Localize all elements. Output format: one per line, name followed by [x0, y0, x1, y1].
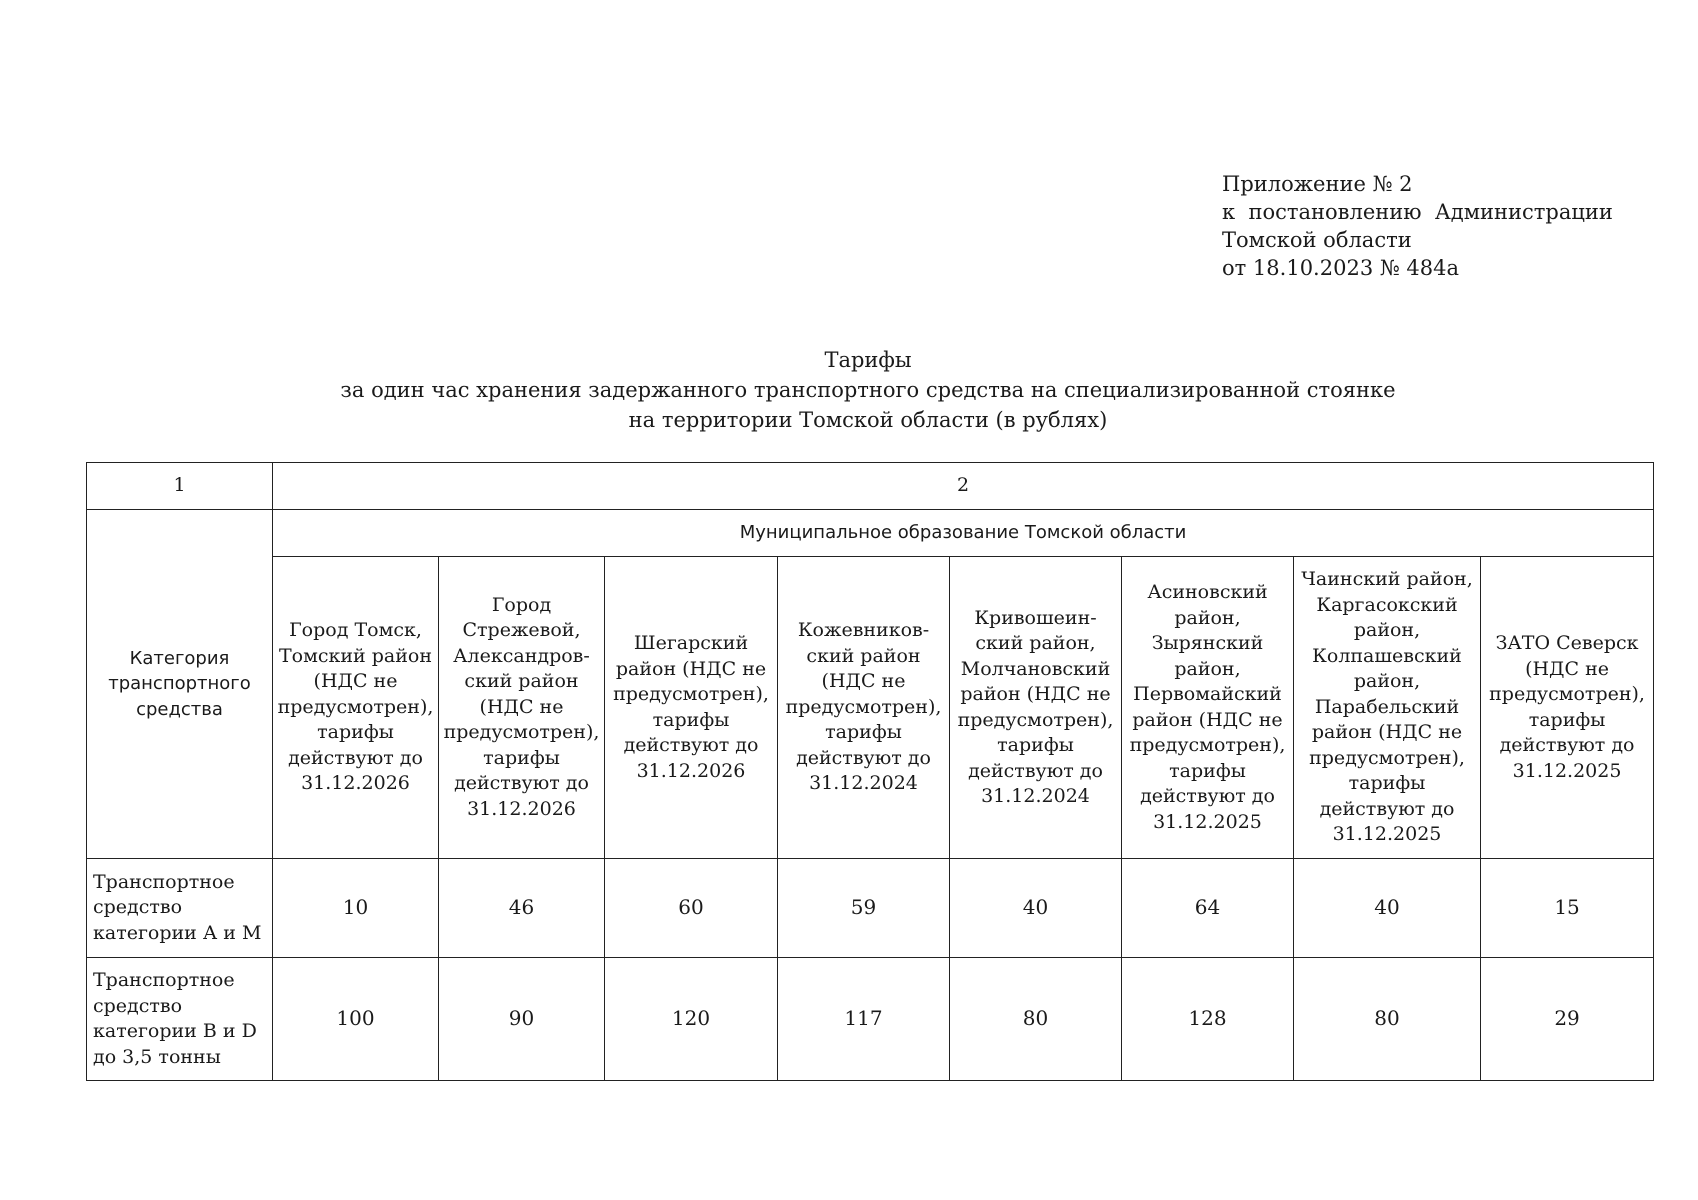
- category-header: Категория транспортного средства: [87, 510, 273, 859]
- district-header: ЗАТО Северск (НДС не предусмотрен), тарифы действуют до 31.12.2025: [1481, 557, 1654, 859]
- title-line: на территории Томской области (в рублях): [628, 408, 1108, 432]
- municipal-header-row: [87, 510, 1654, 557]
- district-header: Асиновский район, Зырянский район, Первомайский район (НДС не предусмотрен), тарифы действуют до 31.12.2025: [1122, 557, 1294, 859]
- tariff-value: 15: [1481, 859, 1654, 958]
- tariff-value: 10: [273, 859, 439, 958]
- district-header: Город Стрежевой, Александров-ский район (НДС не предусмотрен), тарифы действуют до 31.12.2026: [439, 557, 605, 859]
- appendix-line: от 18.10.2023 № 484а: [1222, 256, 1459, 280]
- tariff-value: 90: [439, 958, 605, 1081]
- appendix-line: Приложение № 2: [1222, 172, 1413, 196]
- appendix-header: [1222, 170, 1613, 282]
- tariff-value: 59: [778, 859, 950, 958]
- vehicle-category: Транспортное средство категории В и D до 3,5 тонны: [87, 958, 273, 1081]
- document-title: [0, 345, 1698, 435]
- tariff-value: 100: [273, 958, 439, 1081]
- appendix-line: к постановлению Администрации: [1222, 200, 1613, 224]
- tariff-value: 60: [605, 859, 778, 958]
- district-header: Шегарский район (НДС не предусмотрен), тарифы действуют до 31.12.2026: [605, 557, 778, 859]
- tariff-value: 80: [950, 958, 1122, 1081]
- district-header: Чаинский район, Каргасокский район, Колпашевский район, Парабельский район (НДС не предусмотрен), тарифы действуют до 31.12.2025: [1294, 557, 1481, 859]
- district-header: Кожевников-ский район (НДС не предусмотрен), тарифы действуют до 31.12.2024: [778, 557, 950, 859]
- tariff-value: 40: [1294, 859, 1481, 958]
- table-row: [87, 859, 1654, 958]
- table-row: [87, 958, 1654, 1081]
- tariff-value: 46: [439, 859, 605, 958]
- title-line: Тарифы: [824, 348, 912, 372]
- district-header-row: [87, 557, 1654, 859]
- vehicle-category: Транспортное средство категории А и М: [87, 859, 273, 958]
- title-line: за один час хранения задержанного транспортного средства на специализированной стоянке: [340, 378, 1396, 402]
- tariff-value: 29: [1481, 958, 1654, 1081]
- municipal-header: Муниципальное образование Томской области: [273, 510, 1654, 557]
- column-number-cell: 2: [273, 463, 1654, 510]
- tariff-value: 80: [1294, 958, 1481, 1081]
- tariff-value: 64: [1122, 859, 1294, 958]
- tariff-table: [86, 462, 1654, 1081]
- appendix-line: Томской области: [1222, 228, 1412, 252]
- column-number-row: [87, 463, 1654, 510]
- tariff-value: 40: [950, 859, 1122, 958]
- district-header: Город Томск, Томский район (НДС не предусмотрен), тарифы действуют до 31.12.2026: [273, 557, 439, 859]
- tariff-value: 120: [605, 958, 778, 1081]
- tariff-value: 128: [1122, 958, 1294, 1081]
- tariff-value: 117: [778, 958, 950, 1081]
- column-number-cell: 1: [87, 463, 273, 510]
- district-header: Кривошеин-ский район, Молчановский район (НДС не предусмотрен), тарифы действуют до 31.12.2024: [950, 557, 1122, 859]
